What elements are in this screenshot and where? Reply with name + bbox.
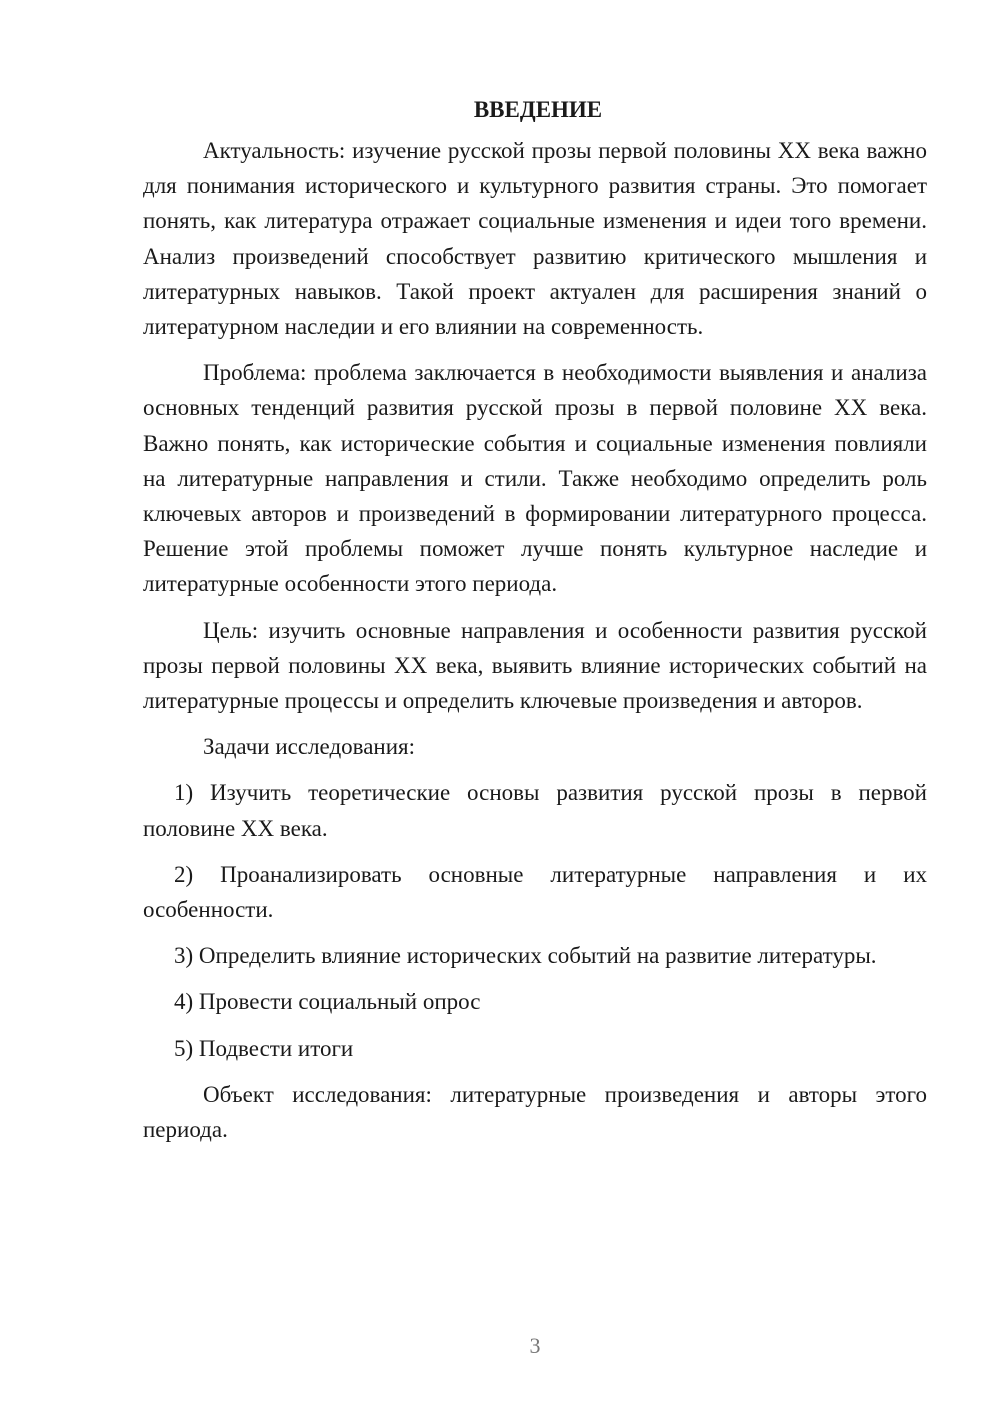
task-item: 1) Изучить теоретические основы развития русской прозы в первой половине XX века.	[143, 780, 927, 841]
task-item: 3) Определить влияние исторических событий на развитие литературы.	[174, 943, 877, 969]
goal-paragraph: Цель: изучить основные направления и особенности развития русской прозы первой половины XX века, выявить влияние исторических событий на литературные процессы и определить ключевые произведения и авторов.	[143, 617, 927, 714]
section-title: ВВЕДЕНИЕ	[473, 97, 603, 122]
task-item: 2) Проанализировать основные литературные направления и их особенности.	[143, 861, 927, 923]
relevance-paragraph: Актуальность: изучение русской прозы первой половины XX века важно для понимания исторического и культурного развития страны. Это помогает понять, как литература отражает социальные изменения и идеи того времени. Анализ произведений способствует развитию критического мышления и литературных навыков. Такой проект актуален для расширения знаний о литературном наследии и его влиянии на современность.	[143, 138, 927, 340]
object-paragraph: Объект исследования: литературные произведения и авторы этого периода.	[143, 1081, 927, 1143]
problem-paragraph: Проблема: проблема заключается в необходимости выявления и анализа основных тенденций развития русской прозы в первой половине XX века. Важно понять, как исторические события и социальные изменения повлияли на литературные направления и стили. Также необходимо определить роль ключевых авторов и произведений в формировании литературного процесса. Решение этой проблемы поможет лучше понять культурное наследие и литературные особенности этого периода.	[143, 360, 927, 597]
tasks-heading: Задачи исследования:	[203, 734, 416, 760]
page-number: 3	[529, 1333, 541, 1358]
task-item: 5) Подвести итоги	[174, 1035, 354, 1061]
page-content	[143, 92, 927, 1158]
task-item: 4) Провести социальный опрос	[174, 989, 481, 1015]
